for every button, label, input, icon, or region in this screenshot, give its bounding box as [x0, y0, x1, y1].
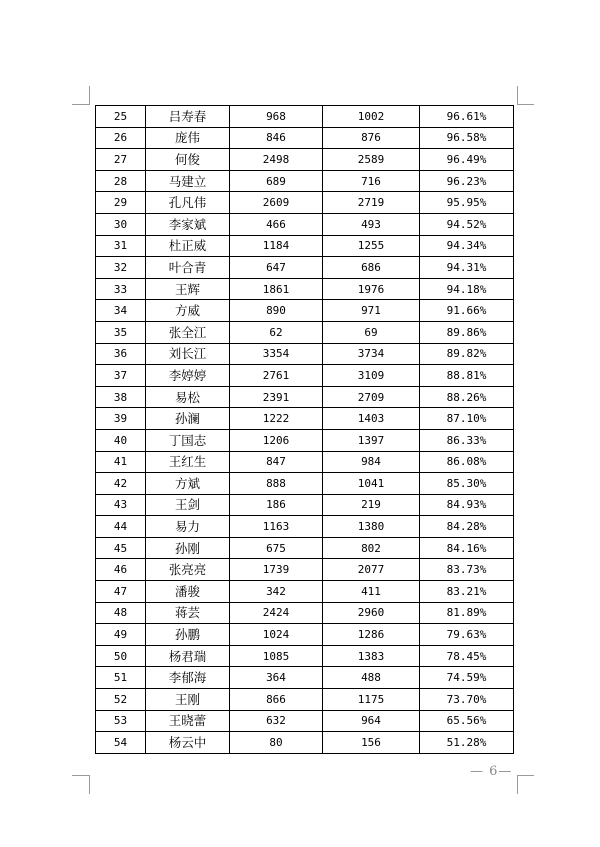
- value-a-cell: 1222: [230, 408, 323, 430]
- value-a-cell: 3354: [230, 343, 323, 365]
- rank-cell: 36: [96, 343, 146, 365]
- name-cell: 王辉: [146, 278, 230, 300]
- value-b-cell: 686: [323, 257, 420, 279]
- name-cell: 王红生: [146, 451, 230, 473]
- crop-mark-top-right-v: [517, 86, 518, 105]
- name-cell: 王刚: [146, 689, 230, 711]
- value-b-cell: 2077: [323, 559, 420, 581]
- table-row: [96, 278, 514, 300]
- name-cell: 潘骏: [146, 581, 230, 603]
- value-a-cell: 62: [230, 321, 323, 343]
- value-a-cell: 2391: [230, 386, 323, 408]
- value-b-cell: 3109: [323, 365, 420, 387]
- table-row: [96, 408, 514, 430]
- name-cell: 叶合青: [146, 257, 230, 279]
- crop-mark-top-right-h: [517, 104, 534, 105]
- ranking-table-body: [96, 106, 514, 754]
- value-b-cell: 716: [323, 170, 420, 192]
- value-a-cell: 342: [230, 581, 323, 603]
- table-row: [96, 106, 514, 128]
- table-row: [96, 321, 514, 343]
- name-cell: 蒋芸: [146, 602, 230, 624]
- crop-mark-bottom-left-v: [89, 775, 90, 794]
- rank-cell: 25: [96, 106, 146, 128]
- rank-cell: 49: [96, 624, 146, 646]
- name-cell: 丁国志: [146, 429, 230, 451]
- table-row: [96, 473, 514, 495]
- rank-cell: 38: [96, 386, 146, 408]
- percent-cell: 74.59%: [420, 667, 514, 689]
- rank-cell: 42: [96, 473, 146, 495]
- name-cell: 马建立: [146, 170, 230, 192]
- name-cell: 刘长江: [146, 343, 230, 365]
- percent-cell: 79.63%: [420, 624, 514, 646]
- rank-cell: 45: [96, 537, 146, 559]
- rank-cell: 53: [96, 710, 146, 732]
- table-row: [96, 689, 514, 711]
- percent-cell: 94.31%: [420, 257, 514, 279]
- table-row: [96, 667, 514, 689]
- value-b-cell: 156: [323, 732, 420, 754]
- percent-cell: 87.10%: [420, 408, 514, 430]
- percent-cell: 94.18%: [420, 278, 514, 300]
- value-a-cell: 186: [230, 494, 323, 516]
- value-a-cell: 1024: [230, 624, 323, 646]
- table-row: [96, 386, 514, 408]
- percent-cell: 84.28%: [420, 516, 514, 538]
- table-row: [96, 127, 514, 149]
- value-b-cell: 3734: [323, 343, 420, 365]
- rank-cell: 51: [96, 667, 146, 689]
- value-b-cell: 219: [323, 494, 420, 516]
- table-row: [96, 516, 514, 538]
- value-b-cell: 876: [323, 127, 420, 149]
- name-cell: 王晓蕾: [146, 710, 230, 732]
- rank-cell: 31: [96, 235, 146, 257]
- table-row: [96, 343, 514, 365]
- rank-cell: 50: [96, 645, 146, 667]
- value-a-cell: 847: [230, 451, 323, 473]
- percent-cell: 88.81%: [420, 365, 514, 387]
- value-b-cell: 488: [323, 667, 420, 689]
- percent-cell: 86.33%: [420, 429, 514, 451]
- percent-cell: 84.16%: [420, 537, 514, 559]
- rank-cell: 32: [96, 257, 146, 279]
- value-a-cell: 1085: [230, 645, 323, 667]
- page-number: — 6—: [470, 764, 513, 779]
- percent-cell: 94.34%: [420, 235, 514, 257]
- value-a-cell: 968: [230, 106, 323, 128]
- table-row: [96, 170, 514, 192]
- name-cell: 张全江: [146, 321, 230, 343]
- rank-cell: 34: [96, 300, 146, 322]
- table-row: [96, 645, 514, 667]
- rank-cell: 41: [96, 451, 146, 473]
- value-a-cell: 866: [230, 689, 323, 711]
- ranking-table: [95, 105, 514, 754]
- percent-cell: 81.89%: [420, 602, 514, 624]
- percent-cell: 96.23%: [420, 170, 514, 192]
- table-row: [96, 235, 514, 257]
- rank-cell: 28: [96, 170, 146, 192]
- table-row: [96, 624, 514, 646]
- percent-cell: 88.26%: [420, 386, 514, 408]
- rank-cell: 29: [96, 192, 146, 214]
- value-b-cell: 411: [323, 581, 420, 603]
- name-cell: 张亮亮: [146, 559, 230, 581]
- value-b-cell: 964: [323, 710, 420, 732]
- value-b-cell: 1255: [323, 235, 420, 257]
- table-row: [96, 451, 514, 473]
- table-row: [96, 300, 514, 322]
- table-row: [96, 581, 514, 603]
- name-cell: 杨云中: [146, 732, 230, 754]
- value-a-cell: 1861: [230, 278, 323, 300]
- value-b-cell: 1041: [323, 473, 420, 495]
- table-row: [96, 365, 514, 387]
- name-cell: 孙鹏: [146, 624, 230, 646]
- value-a-cell: 1184: [230, 235, 323, 257]
- table-row: [96, 192, 514, 214]
- rank-cell: 39: [96, 408, 146, 430]
- value-b-cell: 802: [323, 537, 420, 559]
- rank-cell: 26: [96, 127, 146, 149]
- value-b-cell: 1286: [323, 624, 420, 646]
- value-b-cell: 1383: [323, 645, 420, 667]
- value-b-cell: 2719: [323, 192, 420, 214]
- table-row: [96, 429, 514, 451]
- percent-cell: 78.45%: [420, 645, 514, 667]
- name-cell: 孙刚: [146, 537, 230, 559]
- percent-cell: 83.73%: [420, 559, 514, 581]
- crop-mark-bottom-right-v: [517, 775, 518, 794]
- value-a-cell: 364: [230, 667, 323, 689]
- percent-cell: 95.95%: [420, 192, 514, 214]
- value-b-cell: 1002: [323, 106, 420, 128]
- rank-cell: 37: [96, 365, 146, 387]
- rank-cell: 48: [96, 602, 146, 624]
- percent-cell: 89.82%: [420, 343, 514, 365]
- value-a-cell: 2761: [230, 365, 323, 387]
- percent-cell: 96.61%: [420, 106, 514, 128]
- percent-cell: 51.28%: [420, 732, 514, 754]
- value-a-cell: 647: [230, 257, 323, 279]
- name-cell: 吕寿春: [146, 106, 230, 128]
- value-b-cell: 971: [323, 300, 420, 322]
- name-cell: 易力: [146, 516, 230, 538]
- rank-cell: 43: [96, 494, 146, 516]
- rank-cell: 27: [96, 149, 146, 171]
- rank-cell: 40: [96, 429, 146, 451]
- rank-cell: 47: [96, 581, 146, 603]
- table-row: [96, 602, 514, 624]
- table-row: [96, 710, 514, 732]
- percent-cell: 86.08%: [420, 451, 514, 473]
- value-a-cell: 846: [230, 127, 323, 149]
- value-a-cell: 689: [230, 170, 323, 192]
- value-b-cell: 1976: [323, 278, 420, 300]
- percent-cell: 91.66%: [420, 300, 514, 322]
- value-b-cell: 1175: [323, 689, 420, 711]
- percent-cell: 89.86%: [420, 321, 514, 343]
- value-b-cell: 69: [323, 321, 420, 343]
- value-a-cell: 888: [230, 473, 323, 495]
- table-row: [96, 732, 514, 754]
- name-cell: 方威: [146, 300, 230, 322]
- table-row: [96, 149, 514, 171]
- name-cell: 孙澜: [146, 408, 230, 430]
- crop-mark-bottom-left-h: [72, 775, 89, 776]
- rank-cell: 54: [96, 732, 146, 754]
- value-b-cell: 984: [323, 451, 420, 473]
- value-b-cell: 1380: [323, 516, 420, 538]
- value-a-cell: 466: [230, 213, 323, 235]
- value-b-cell: 2589: [323, 149, 420, 171]
- value-a-cell: 675: [230, 537, 323, 559]
- value-a-cell: 890: [230, 300, 323, 322]
- value-a-cell: 2609: [230, 192, 323, 214]
- name-cell: 王剑: [146, 494, 230, 516]
- table-row: [96, 213, 514, 235]
- name-cell: 庞伟: [146, 127, 230, 149]
- crop-mark-bottom-right-h: [517, 775, 534, 776]
- name-cell: 何俊: [146, 149, 230, 171]
- crop-mark-top-left-v: [89, 86, 90, 105]
- name-cell: 杜正威: [146, 235, 230, 257]
- crop-mark-top-left-h: [72, 104, 89, 105]
- value-b-cell: 2960: [323, 602, 420, 624]
- name-cell: 李婷婷: [146, 365, 230, 387]
- value-a-cell: 1739: [230, 559, 323, 581]
- table-row: [96, 257, 514, 279]
- value-b-cell: 1397: [323, 429, 420, 451]
- name-cell: 孔凡伟: [146, 192, 230, 214]
- percent-cell: 73.70%: [420, 689, 514, 711]
- percent-cell: 96.58%: [420, 127, 514, 149]
- value-b-cell: 2709: [323, 386, 420, 408]
- name-cell: 李郁海: [146, 667, 230, 689]
- value-a-cell: 1206: [230, 429, 323, 451]
- value-a-cell: 1163: [230, 516, 323, 538]
- table-row: [96, 559, 514, 581]
- rank-cell: 35: [96, 321, 146, 343]
- value-a-cell: 2424: [230, 602, 323, 624]
- name-cell: 杨君瑞: [146, 645, 230, 667]
- rank-cell: 30: [96, 213, 146, 235]
- name-cell: 李家斌: [146, 213, 230, 235]
- rank-cell: 44: [96, 516, 146, 538]
- rank-cell: 46: [96, 559, 146, 581]
- percent-cell: 65.56%: [420, 710, 514, 732]
- percent-cell: 83.21%: [420, 581, 514, 603]
- percent-cell: 85.30%: [420, 473, 514, 495]
- percent-cell: 84.93%: [420, 494, 514, 516]
- value-b-cell: 493: [323, 213, 420, 235]
- rank-cell: 52: [96, 689, 146, 711]
- percent-cell: 96.49%: [420, 149, 514, 171]
- name-cell: 方斌: [146, 473, 230, 495]
- name-cell: 易松: [146, 386, 230, 408]
- value-a-cell: 632: [230, 710, 323, 732]
- value-a-cell: 2498: [230, 149, 323, 171]
- table-row: [96, 537, 514, 559]
- rank-cell: 33: [96, 278, 146, 300]
- value-a-cell: 80: [230, 732, 323, 754]
- value-b-cell: 1403: [323, 408, 420, 430]
- percent-cell: 94.52%: [420, 213, 514, 235]
- table-row: [96, 494, 514, 516]
